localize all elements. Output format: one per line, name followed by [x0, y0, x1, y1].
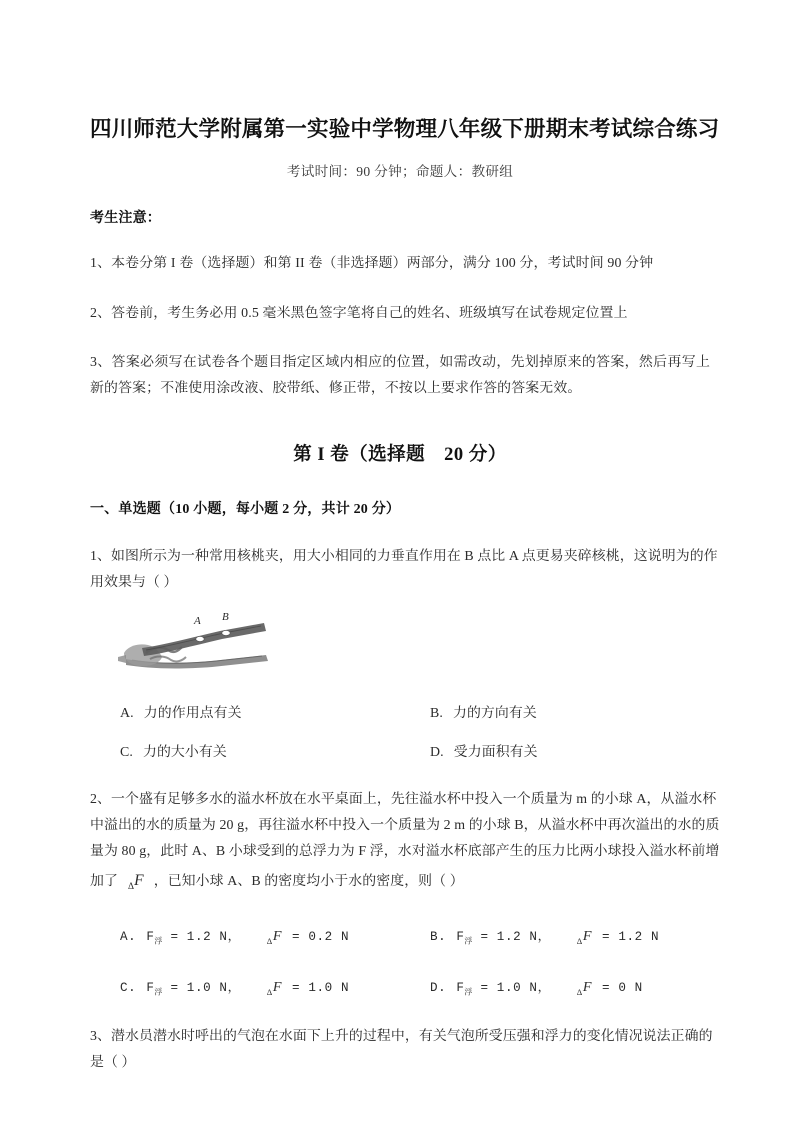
option-d-math[interactable] [400, 976, 710, 998]
option-c-f-sub: 浮 [154, 988, 163, 998]
option-b-f-value: = 1.2 N， [480, 929, 551, 944]
option-b-math[interactable] [400, 925, 710, 947]
option-c-delta-symbol: $_\Delta$F [266, 979, 283, 998]
option-a-key: A. [120, 705, 134, 721]
option-d-delta-value: = 0 N [602, 981, 643, 996]
question-2-line-4-suffix: ，已知小球 A、B 的密度均小于水的密度，则（ ） [153, 873, 464, 889]
option-a-f-sub: 浮 [154, 937, 163, 947]
page-title: 四川师范大学附属第一实验中学物理八年级下册期末考试综合练习 [90, 117, 720, 141]
option-d-f-value: = 1.0 N， [480, 981, 551, 996]
question-3 [90, 998, 713, 1077]
question-2-line-3: 量为 80 g，此时 A、B 小球受到的总浮力为 F 浮，水对溢水杯底部产生的压力比两小球投入溢水杯前增 [90, 844, 720, 860]
part-heading-single-choice: 一、单选题（10 小题，每小题 2 分，共计 20 分） [90, 501, 401, 517]
question-2-line-4-prefix: 加了 [90, 873, 118, 889]
figure-label-a: A [194, 614, 201, 627]
option-b[interactable] [400, 701, 710, 722]
option-a-delta-value: = 0.2 N [292, 929, 350, 944]
option-d-key: D. [430, 744, 444, 760]
option-d-delta-symbol: $_\Delta$F [576, 979, 593, 998]
option-c[interactable] [90, 740, 400, 761]
option-c-text: 力的大小有关 [142, 744, 227, 760]
section-heading-part-one: 第 I 卷（选择题 20 分） [293, 444, 507, 465]
option-row-cd-math [90, 946, 710, 998]
exam-subtitle: 考试时间：90 分钟；命题人：教研组 [286, 163, 514, 179]
option-b-math-key: B. [430, 929, 447, 944]
option-b-key: B. [430, 705, 443, 721]
question-1-options [90, 679, 710, 761]
option-d-f: F [456, 981, 465, 996]
option-c-key: C. [120, 744, 133, 760]
option-b-f: F [456, 929, 465, 944]
option-b-text: 力的方向有关 [452, 705, 537, 721]
option-d-text: 受力面积有关 [453, 744, 538, 760]
option-b-f-sub: 浮 [464, 937, 473, 947]
question-2-line-4 [90, 866, 710, 897]
question-1-line-1: 1、如图所示为一种常用核桃夹，用大小相同的力垂直作用在 B 点比 A 点更易夹碎核桃，这说明为的作 [90, 548, 718, 564]
notice-heading: 考生注意： [90, 210, 161, 226]
option-d-f-sub: 浮 [464, 988, 473, 998]
question-2 [90, 761, 720, 897]
question-2-line-2: 中溢出的水的质量为 20 g，再往溢水杯中投入一个质量为 2 m 的小球 B，从溢水杯中再次溢出的水的质 [90, 818, 720, 834]
question-1-figure [90, 597, 710, 679]
question-2-options [90, 897, 710, 998]
option-b-delta-symbol: $_\Delta$F [576, 927, 593, 946]
question-2-line-1: 2、一个盛有足够多水的溢水杯放在水平桌面上，先往溢水杯中投入一个质量为 m 的小球 A，从溢水杯 [90, 791, 717, 807]
notice-item-2: 2、答卷前，考生务必用 0.5 毫米黑色签字笔将自己的姓名、班级填写在试卷规定位置上 [90, 305, 628, 321]
option-c-f-value: = 1.0 N， [170, 981, 241, 996]
question-3-line-1: 3、潜水员潜水时呼出的气泡在水面下上升的过程中，有关气泡所受压强和浮力的变化情况说法正确的 [90, 1028, 713, 1044]
option-row-cd [90, 722, 710, 761]
figure-label-b: B [222, 610, 229, 623]
notice-item-1: 1、本卷分第 I 卷（选择题）和第 II 卷（非选择题）两部分，满分 100 分，考试时间 90 分钟 [90, 255, 654, 271]
option-c-delta-value: = 1.0 N [292, 981, 350, 996]
option-a[interactable] [90, 701, 400, 722]
option-a-f: F [146, 929, 155, 944]
option-a-f-value: = 1.2 N， [170, 929, 241, 944]
nutcracker-diagram [116, 611, 296, 679]
option-d[interactable] [400, 740, 710, 761]
delta-force-symbol: $_\Delta$F [127, 871, 144, 892]
question-1 [90, 518, 718, 597]
question-1-line-2: 用效果与（ ） [90, 575, 178, 591]
notice-item-3: 3、答案必须写在试卷各个题目指定区域内相应的位置，如需改动，先划掉原来的答案，然后再写上新的答案；不准使用涂改液、胶带纸、修正带，不按以上要求作答的答案无效。 [90, 355, 710, 397]
option-c-math-key: C. [120, 981, 137, 996]
option-a-math-key: A. [120, 929, 137, 944]
option-a-delta-symbol: $_\Delta$F [266, 927, 283, 946]
option-a-text: 力的作用点有关 [143, 705, 242, 721]
option-a-math[interactable] [90, 925, 400, 947]
option-d-math-key: D. [430, 981, 447, 996]
option-b-delta-value: = 1.2 N [602, 929, 660, 944]
option-c-math[interactable] [90, 976, 400, 998]
option-row-ab-math [90, 913, 710, 947]
question-3-line-2: 是（ ） [90, 1055, 136, 1071]
option-c-f: F [146, 981, 155, 996]
option-row-ab [90, 695, 710, 722]
